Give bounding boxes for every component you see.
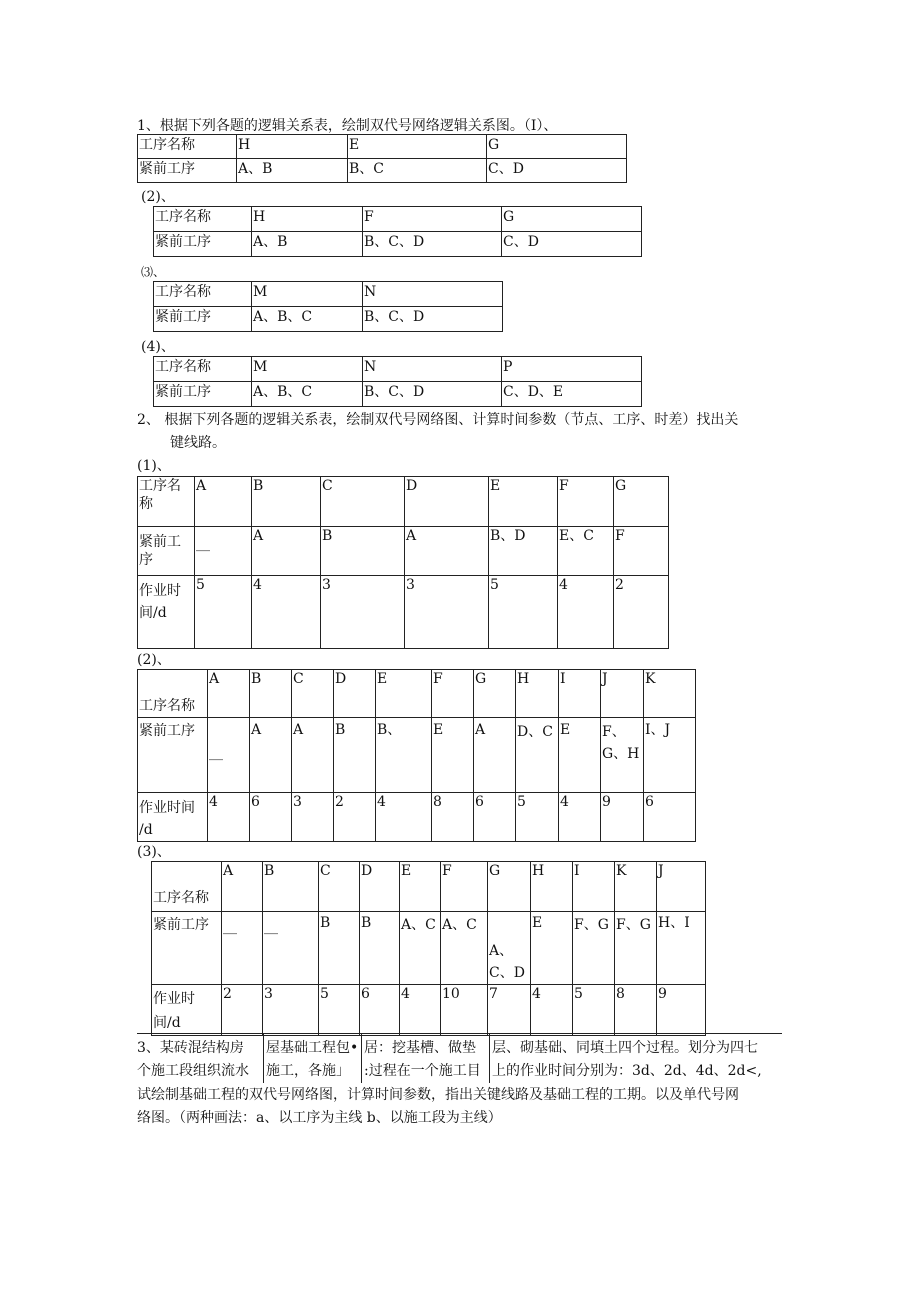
table-cell: B、C [348, 159, 487, 183]
table-cell: 3 [263, 985, 319, 1036]
table-cell: D [405, 477, 489, 527]
q3-fragment: 居：挖基槽、做垫 [364, 1040, 476, 1056]
table-cell: B、C、D [363, 382, 502, 407]
divider-line [489, 1033, 490, 1083]
table-cell: E [348, 135, 487, 159]
table-cell: 7 [488, 985, 531, 1036]
table-cell: 3 [292, 793, 334, 842]
table-cell: A [195, 477, 252, 527]
table-cell: B、D [489, 527, 558, 576]
header-cell: 紧前工序 [154, 307, 252, 332]
header-cell: 紧前工 序 [138, 527, 195, 576]
table-cell: 8 [432, 793, 474, 842]
table-cell: A [252, 527, 321, 576]
table-cell: G [502, 207, 642, 232]
table-cell: G [474, 670, 516, 718]
table-cell: 3 [405, 576, 489, 649]
q3-fragment: 施工，各施」 [266, 1063, 350, 1079]
q1-table-3 [153, 281, 503, 332]
header-cell: 紧前工序 [154, 232, 252, 257]
table-cell: A [208, 670, 250, 718]
table-cell: 5 [319, 985, 360, 1036]
q1-table-1 [137, 134, 627, 183]
table-cell: H [516, 670, 559, 718]
table-cell: C、D、E [502, 382, 642, 407]
table-cell: B [319, 912, 360, 985]
table-cell: A、C [441, 912, 488, 985]
table-cell: __ [263, 912, 319, 985]
table-cell: A、B [252, 232, 363, 257]
table-cell: F、G [573, 912, 615, 985]
table-cell: I [573, 862, 615, 912]
table-cell: 3 [321, 576, 405, 649]
q2-label-1: (1)、 [137, 458, 171, 474]
q2-table-2 [137, 669, 696, 842]
table-cell: B [334, 718, 376, 793]
table-cell: A、B、C [252, 382, 363, 407]
table-cell: D [334, 670, 376, 718]
table-cell: K [644, 670, 696, 718]
table-cell: C [321, 477, 405, 527]
table-cell: K [615, 862, 657, 912]
table-cell: H [531, 862, 573, 912]
table-cell: B [360, 912, 400, 985]
table-cell: __ [222, 912, 263, 985]
table-cell: C、D [502, 232, 642, 257]
table-cell: G [488, 862, 531, 912]
table-cell: __ [195, 527, 252, 576]
table-cell: 6 [360, 985, 400, 1036]
table-cell: 5 [195, 576, 252, 649]
table-cell: A、C [400, 912, 441, 985]
table-cell: B、 [376, 718, 432, 793]
table-cell: I、J [644, 718, 696, 793]
header-cell: 工序名称 [154, 357, 252, 382]
table-cell: E [400, 862, 441, 912]
table-cell: F [614, 527, 669, 576]
table-cell: G [614, 477, 669, 527]
table-cell: P [502, 357, 642, 382]
q3-fragment: 3、某砖混结构房 [137, 1040, 244, 1056]
table-cell: E、C [558, 527, 614, 576]
table-cell: N [363, 282, 503, 307]
table-cell: 6 [474, 793, 516, 842]
divider-line [361, 1033, 362, 1083]
header-cell: 紧前工序 [154, 382, 252, 407]
q2-table-3 [151, 861, 706, 1036]
q3-fragment: 个施工段组织流水 [137, 1063, 249, 1079]
table-cell: H [237, 135, 348, 159]
table-cell: D [360, 862, 400, 912]
q1-table-2 [153, 206, 642, 257]
table-cell: A [250, 718, 292, 793]
header-cell: 工序名称 [154, 282, 252, 307]
table-cell: F [441, 862, 488, 912]
table-cell: 10 [441, 985, 488, 1036]
q2-table-1 [137, 476, 669, 649]
table-cell: 5 [489, 576, 558, 649]
table-cell: E [531, 912, 573, 985]
q1-table-4 [153, 356, 642, 407]
table-cell: A、B、C [252, 307, 363, 332]
table-cell: M [252, 282, 363, 307]
table-cell: E [489, 477, 558, 527]
table-cell: 4 [558, 576, 614, 649]
table-cell: B、C、D [363, 232, 502, 257]
table-cell: A [405, 527, 489, 576]
q1-label-4: (4)、 [141, 339, 175, 355]
table-cell: N [363, 357, 502, 382]
table-cell: 2 [222, 985, 263, 1036]
table-cell: G [487, 135, 627, 159]
header-cell: 紧前工序 [138, 159, 237, 183]
table-cell: 2 [334, 793, 376, 842]
q3-line4: 络图。（两种画法：a、以工序为主线 b、以施工段为主线） [137, 1110, 502, 1126]
q1-title: 1、根据下列各题的逻辑关系表，绘制双代号网络逻辑关系图。（I）、 [137, 118, 558, 134]
table-cell: A、C、D [488, 912, 531, 985]
q2-label-3: (3)、 [137, 844, 171, 860]
table-cell: A [474, 718, 516, 793]
table-cell: 4 [559, 793, 601, 842]
table-cell: 4 [531, 985, 573, 1036]
divider-line [137, 1033, 782, 1034]
q1-label-2: (2)、 [141, 189, 175, 205]
table-cell: A [222, 862, 263, 912]
table-cell: D、C [516, 718, 559, 793]
header-cell: 紧前工序 [152, 912, 222, 985]
header-cell: 工序名称 [138, 135, 237, 159]
table-cell: C、D [487, 159, 627, 183]
table-cell: A、B [237, 159, 348, 183]
table-cell: 9 [657, 985, 706, 1036]
table-cell: 6 [250, 793, 292, 842]
header-cell: 作业时间 /d [138, 793, 208, 842]
table-cell: I [559, 670, 601, 718]
table-cell: 6 [644, 793, 696, 842]
table-cell: F、G [615, 912, 657, 985]
table-cell: 9 [601, 793, 644, 842]
header-cell: 作业时 间/d [152, 985, 222, 1036]
q3-fragment: 屋基础工程包• [266, 1040, 359, 1056]
header-cell: 工序名称 [138, 670, 208, 718]
table-cell: __ [208, 718, 250, 793]
table-cell: J [657, 862, 706, 912]
table-cell: F [432, 670, 474, 718]
table-cell: 5 [516, 793, 559, 842]
table-cell: 8 [615, 985, 657, 1036]
q3-fragment: 层、砌基础、同填土四个过程。划分为四七 [492, 1040, 758, 1056]
table-cell: C [292, 670, 334, 718]
header-cell: 工序名称 [154, 207, 252, 232]
header-cell: 工序名 称 [138, 477, 195, 527]
table-cell: F [363, 207, 502, 232]
table-cell: 2 [614, 576, 669, 649]
table-cell: C [319, 862, 360, 912]
table-cell: J [601, 670, 644, 718]
table-cell: 5 [573, 985, 615, 1036]
divider-line [263, 1033, 264, 1083]
table-cell: B [321, 527, 405, 576]
table-cell: F、G、H [601, 718, 644, 793]
table-cell: A [292, 718, 334, 793]
table-cell: E [559, 718, 601, 793]
q1-label-3: ⑶、 [141, 265, 166, 279]
table-cell: H、I [657, 912, 706, 985]
q3-fragment: 上的作业时间分别为：3d、2d、4d、2d<, [492, 1063, 762, 1079]
table-cell: 4 [400, 985, 441, 1036]
q2-title-line1: 2、 根据下列各题的逻辑关系表，绘制双代号网络图、计算时间参数（节点、工序、时差）找出关 [137, 412, 739, 428]
table-cell: 4 [252, 576, 321, 649]
table-cell: B [263, 862, 319, 912]
table-cell: 4 [208, 793, 250, 842]
header-cell: 紧前工序 [138, 718, 208, 793]
q3-line3: 试绘制基础工程的双代号网络图，计算时间参数，指出关键线路及基础工程的工期。以及单代号网 [137, 1087, 739, 1103]
header-cell: 作业时 间/d [138, 576, 195, 649]
table-cell: B [250, 670, 292, 718]
table-cell: E [376, 670, 432, 718]
q2-label-2: (2)、 [137, 652, 171, 668]
table-cell: B、C、D [363, 307, 503, 332]
table-cell: B [252, 477, 321, 527]
table-cell: E [432, 718, 474, 793]
q2-title-line2: 键线路。 [170, 435, 226, 451]
table-cell: M [252, 357, 363, 382]
table-cell: H [252, 207, 363, 232]
q3-fragment: :过程在一个施工目 [364, 1063, 481, 1079]
table-cell: 4 [376, 793, 432, 842]
table-cell: F [558, 477, 614, 527]
header-cell: 工序名称 [152, 862, 222, 912]
